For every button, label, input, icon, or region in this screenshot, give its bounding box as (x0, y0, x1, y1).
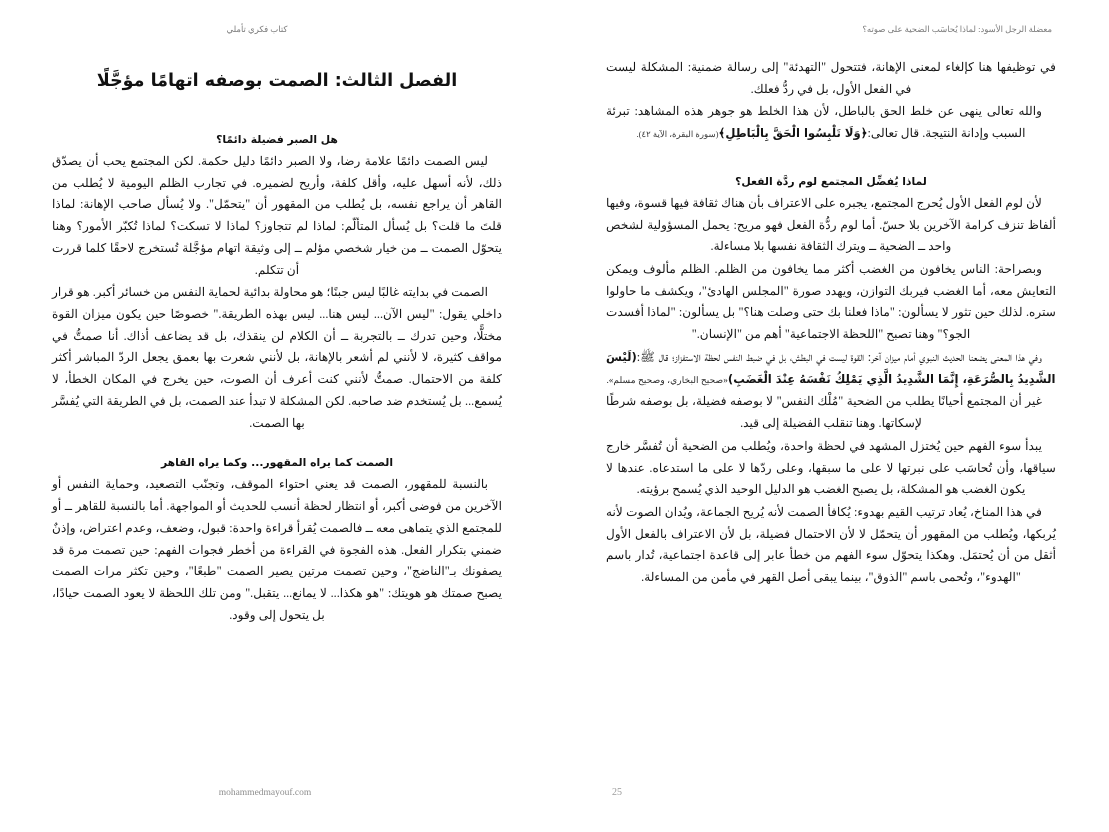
section-heading-silence-views: الصمت كما يراه المقهور... وكما يراه القاهر (160, 456, 394, 470)
paragraph: يبدأ سوء الفهم حين يُختزل المشهد في لحظة واحدة، ويُطلب من الضحية أن تُفسَّر خارج سياقها، وأن تُحاسَب على نبرتها لا على ما سبقها، وعلى ردّها لا على ما استدعاه. عندها لا يكون الغضب هو المشكلة، بل يصبح الغضب هو الدليل الوحيد الذي يُسمح برؤيته. (606, 438, 1056, 497)
section-heading-patience: هل الصبر فضيلة دائمًا؟ (216, 133, 338, 146)
page-number: 25 (612, 787, 622, 798)
hadith-text: (لَيْسَ الشَّدِيدُ بِالصُّرَعَةِ، إِنَّمَا الشَّدِيدُ الَّذِي يَمْلِكُ نَفْسَهُ عِنْدَ الْغَضَبِ) (606, 349, 1056, 386)
left-page-footer (554, 787, 1108, 798)
hadith-lead-text: وفي هذا المعنى يضعنا الحديث النبوي أمام ميزان آخر: القوة ليست في البطش، بل في ضبط النفس لحظة الاستفزاز؛ قال ﷺ: (636, 349, 1042, 364)
paragraph: الصمت في بدايته غالبًا ليس جبنًا؛ هو محاولة بدائية لحماية النفس من خسائر أكبر. هو قرار داخلي يقول: "ليس الآن... ليس هنا... ليس بهذه الطريقة." خصوصًا حين يكون ميزان القوة مختلًّا، وحين تدرك ــ بالتجربة ــ أن الكلام لن ينقذك، بل قد يضاعف أذاك. أنا صمتُّ في مواقف كثيرة، لا لأنني لم أشعر بالإهانة، بل لأنني شعرت بها بعمق يجعل الردّ المباشر أكثر كلفة من الاحتمال. صمتُّ لأنني كنت أعرف أن الصوت، حين يخرج في المكان الخطأ، لا يُسمع... بل يُستخدم ضد صاحبه. لكن المشكلة لا تبدأ عند الصمت، بل في الطريقة التي يُفسَّر بها الصمت. (52, 285, 502, 430)
hadith-paragraph (606, 347, 1056, 390)
paragraph: لأن لوم الفعل الأول يُحرج المجتمع، يجبره على الاعتراف بأن هناك ثقافة فيها قسوة، وفيها ألفاظ تنزف كرامة الآخرين بلا حسّ. أما لوم ردُّة الفعل فهو مريح: يحمل المسؤولية لشخص واحد ــ الضحية ــ ويترك الثقافة نفسها بلا مساءلة. (606, 195, 1056, 254)
quran-citation: (سورة البقرة، الآية ٤٢). (636, 129, 719, 140)
right-page (0, 0, 554, 832)
footer-website: mohammedmayouf.com (218, 788, 312, 798)
section-heading-why-blame-reaction: لماذا يُفضِّل المجتمع لوم ردَّة الفعل؟ (735, 174, 927, 188)
quran-lead-text: والله تعالى ينهى عن خلط الحق بالباطل، لأن هذا الخلط هو جوهر هذه المشاهد: تبرئة السبب وإدانة النتيجة. قال تعالى: (606, 104, 1042, 141)
paragraph: غير أن المجتمع أحيانًا يطلب من الضحية "مُلْك النفس" لا بوصفه فضيلة، بل بوصفه شرطًا لإسكاتها. وهنا تنقلب الفضيلة إلى قيد. (606, 394, 1042, 431)
left-page-running-head: معضلة الرجل الأسود: لماذا يُحاسَب الضحية على صوته؟ (862, 24, 1052, 34)
quran-verse: ﴿وَلَا تَلْبِسُوا الْحَقَّ بِالْبَاطِلِ﴾ (718, 126, 868, 141)
quran-paragraph (606, 101, 1056, 144)
paragraph: في هذا المناخ، يُعاد ترتيب القيم بهدوء: يُكافأ الصمت لأنه يُريح الجماعة، ويُدان الصوت لأنه يُربكها، ويُطلب من المقهور أن يتحمّل لا لأن الاحتمال فضيلة، بل لأن الاعتراف بالفعل الأول أثقل من أن يُحتمَل. وهكذا يتحوّل سوء الفهم من خطأ عابر إلى قاعدة اجتماعية، تُدار باسم "الهدوء"، وتُحمى باسم "الذوق"، بينما يبقى أصل القهر في مأمن من المساءلة. (606, 504, 1056, 585)
paragraph: بالنسبة للمقهور، الصمت قد يعني احتواء الموقف، وتجنّب التصعيد، وحماية النفس أو الآخرين من فوضى أكبر، أو انتظار لحظة أنسب للحديث أو المواجهة. أما بالنسبة للقاهر ــ أو للمجتمع الذي يتماهى معه ــ فالصمت يُقرأ قراءة واحدة: قبول، وضعف، وعدم اعتراض، وإذنٌ ضمني بتكرار الفعل. هذه الفجوة في القراءة من أخطر فجوات الفهم: حين تصمت مرة قد يصفونك بـ"الناضج"، وحين تصمت مرتين يصير الصمت "طبعًا"، وحين تكثر مرات الصمت يصبح صمتك هو هويتك: "هو هكذا... لا يمانع... يتقبل." ومن تلك اللحظة لا يعود الصمت حيادًا، بل يتحول إلى وقود. (52, 477, 502, 622)
paragraph: وبصراحة: الناس يخافون من الغضب أكثر مما يخافون من الظلم. الظلم مألوف ويمكن التعايش معه، أما الغضب فيربك التوازن، ويهدد صورة "المجلس الهادئ"، ويكشف ما حاولوا ستره. لذلك حين تثور لا يسألون: "ماذا فعلنا بك حتى وصلت هنا؟" بل يسألون: "لماذا أفسدت الجو؟" وهنا تصبح "اللحظة الاجتماعية" أهم من "الإنسان." (606, 262, 1056, 342)
paragraph: ليس الصمت دائمًا علامة رضا، ولا الصبر دائمًا دليل حكمة. لكن المجتمع يحب أن يصدّق ذلك، لأنه أسهل عليه، وأقل كلفة، وأريح لضميره. في تجارب الظلم اليومية لا يُطلب من القاهر أن يراجع نفسه، بل يُطلب من المقهور أن "يتحمّل". ولا يُسأل صاحب الإهانة: لماذا قلتَ ما قلت؟ بل يُسأل المتألّم: لماذا لم تتجاوز؟ لماذا لا تسكت؟ لماذا تُكبّر الأمور؟ وهنا يتحوّل الصمت ــ من خيار شخصي مؤلم ــ إلى وثيقة اتهام مؤجَّلة تُستخرج لاحقًا كلما قررت أن تتكلم. (52, 154, 502, 277)
chapter-title: الفصل الثالث: الصمت بوصفه اتهامًا مؤجَّلًا (96, 71, 458, 91)
paragraph: في توظيفها هنا كإلغاء لمعنى الإهانة، فتتحول "التهدئة" إلى رسالة ضمنية: المشكلة ليست في الفعل الأول، بل في ردُّ فعلك. (606, 60, 1056, 96)
right-page-footer (0, 788, 554, 798)
right-page-running-head: كتاب فكري تأملي (226, 24, 288, 34)
hadith-source: «صحيح البخاري، وصحيح مسلم». (606, 374, 728, 385)
left-page (554, 0, 1108, 832)
